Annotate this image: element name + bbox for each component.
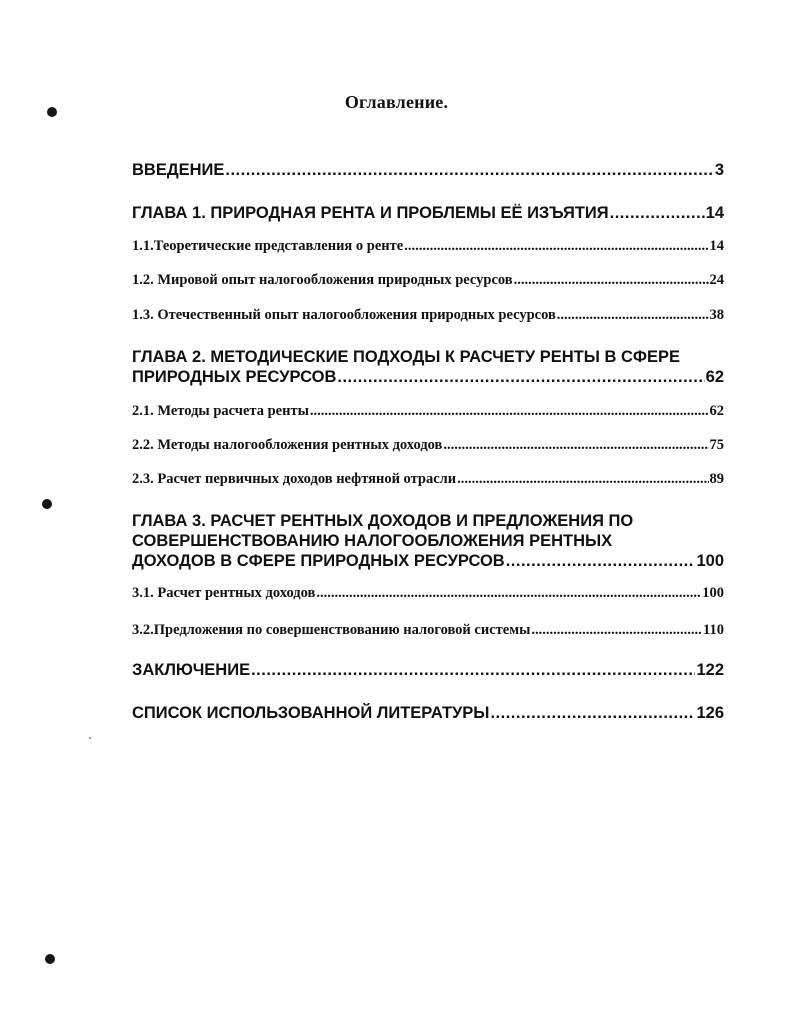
toc-entry-title: 1.1.Теоретические представления о ренте: [132, 238, 404, 254]
toc-page-number: 24: [709, 272, 724, 288]
toc-page-number: 38: [709, 307, 724, 323]
toc-entry-row: [132, 660, 724, 680]
toc-section-entry: [132, 237, 724, 255]
toc-entry-title: ВВЕДЕНИЕ: [132, 161, 225, 179]
toc-entry-title: 3.2.Предложения по совершенствованию налоговой системы: [132, 622, 531, 638]
dot-leader: [316, 584, 701, 602]
toc-page-number: 75: [709, 437, 724, 453]
toc-chapter-entry: [132, 511, 724, 571]
toc-entry-row: [132, 237, 724, 255]
toc-entry-row: [132, 160, 724, 180]
toc-page-number: 62: [709, 403, 724, 419]
punch-hole: [42, 499, 52, 509]
toc-entry-title: ДОХОДОВ В СФЕРЕ ПРИРОДНЫХ РЕСУРСОВ: [132, 552, 505, 570]
toc-page-number: 126: [696, 704, 724, 722]
toc-entry-title: 1.2. Мировой опыт налогообложения природных ресурсов: [132, 272, 513, 288]
toc-entry-row: [132, 436, 724, 454]
toc-entry-row: [132, 584, 724, 602]
dot-leader: [531, 621, 702, 639]
toc-entry-row: [132, 551, 724, 571]
toc-entry-title-line: СОВЕРШЕНСТВОВАНИЮ НАЛОГООБЛОЖЕНИЯ РЕНТНЫХ: [132, 532, 613, 550]
dot-leader: [251, 660, 695, 680]
toc-page-number: 100: [702, 585, 724, 601]
toc-entry-title: 3.1. Расчет рентных доходов: [132, 585, 316, 601]
toc-entry-row: [132, 367, 724, 387]
toc-section-entry: [132, 271, 724, 289]
toc-page-number: 3: [714, 161, 724, 179]
toc-section-entry: [132, 306, 724, 324]
toc-entry-title: 1.3. Отечественный опыт налогообложения природных ресурсов: [132, 307, 556, 323]
toc-entry-title: ПРИРОДНЫХ РЕСУРСОВ: [132, 368, 337, 386]
dot-leader: [310, 402, 709, 420]
toc-entry-title: 2.3. Расчет первичных доходов нефтяной отрасли: [132, 471, 457, 487]
toc-chapter-entry: [132, 703, 724, 723]
toc-entry-title-line: ГЛАВА 3. РАСЧЕТ РЕНТНЫХ ДОХОДОВ И ПРЕДЛОЖЕНИЯ ПО: [132, 512, 634, 530]
toc-entry-row: [132, 203, 724, 223]
toc-section-entry: [132, 436, 724, 454]
toc-chapter-entry: [132, 347, 724, 387]
dot-leader: [514, 271, 709, 289]
dot-leader: [337, 367, 704, 387]
dot-leader: [457, 470, 708, 488]
toc-entry-row: [132, 703, 724, 723]
toc-entry-row: [132, 470, 724, 488]
toc-page-number: 62: [705, 368, 724, 386]
toc-entry-title: ЗАКЛЮЧЕНИЕ: [132, 661, 251, 679]
dot-leader: [443, 436, 708, 454]
dot-leader: [557, 306, 709, 324]
dot-leader: [490, 703, 695, 723]
dot-leader: [404, 237, 708, 255]
toc-page-number: 14: [705, 204, 724, 222]
toc-page-number: 100: [696, 552, 724, 570]
toc-entry-title: 2.1. Методы расчета ренты: [132, 403, 309, 419]
page-title: Оглавление.: [344, 92, 449, 112]
dot-leader: [225, 160, 713, 180]
toc-section-entry: [132, 584, 724, 602]
toc-page-number: 122: [696, 661, 724, 679]
toc-entry-title: 2.2. Методы налогообложения рентных доходов: [132, 437, 443, 453]
toc-chapter-entry: [132, 203, 724, 223]
dot-leader: [506, 551, 696, 571]
toc-section-entry: [132, 470, 724, 488]
toc-page-number: 14: [709, 238, 724, 254]
toc-entry-title-line: ГЛАВА 2. МЕТОДИЧЕСКИЕ ПОДХОДЫ К РАСЧЕТУ РЕНТЫ В СФЕРЕ: [132, 348, 680, 366]
toc-entry-row: [132, 621, 724, 639]
scan-speck: [89, 737, 91, 739]
toc-entry-row: [132, 402, 724, 420]
toc-entry-title: ГЛАВА 1. ПРИРОДНАЯ РЕНТА И ПРОБЛЕМЫ ЕЁ ИЗЪЯТИЯ: [132, 204, 609, 222]
toc-entry-row: [132, 271, 724, 289]
toc-section-entry: [132, 621, 724, 639]
toc-entry-row: [132, 306, 724, 324]
dot-leader: [610, 203, 705, 223]
punch-hole: [45, 954, 55, 964]
toc-page-number: 110: [703, 622, 724, 638]
toc-entry-title: СПИСОК ИСПОЛЬЗОВАННОЙ ЛИТЕРАТУРЫ: [132, 704, 490, 722]
toc-section-entry: [132, 402, 724, 420]
toc-chapter-entry: [132, 160, 724, 180]
toc-page-number: 89: [709, 471, 724, 487]
toc-chapter-entry: [132, 660, 724, 680]
